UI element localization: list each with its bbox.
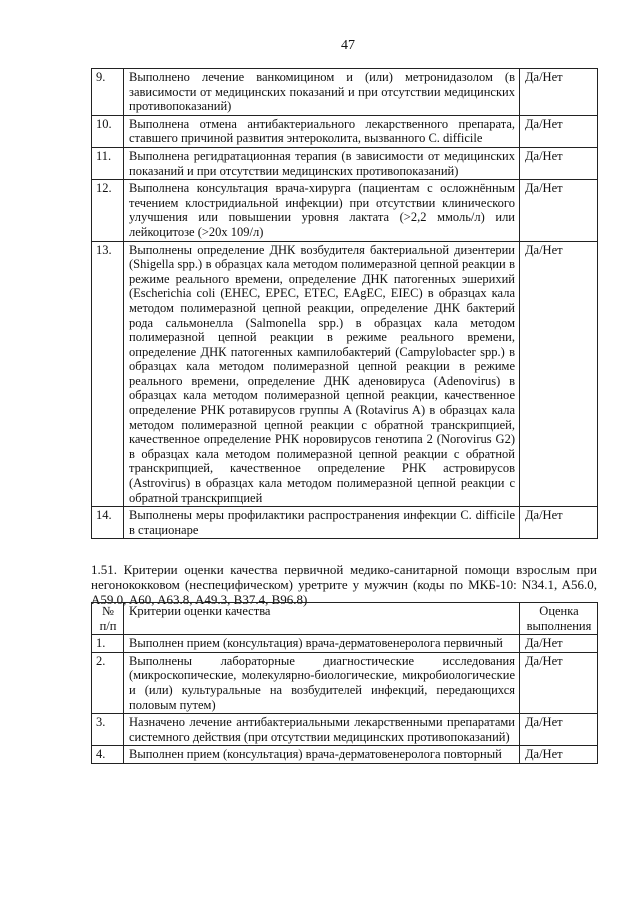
answer-text: Да/Нет: [520, 746, 598, 764]
row-number: 4.: [92, 746, 124, 764]
criterion-text: Выполнена консультация врача-хирурга (пациентам с осложнённым течением клостридиальной инфекции) при отсутствии клинического улучшения или повышении уровня лактата (>2,2 ммоль/л) или лейкоцитозе (>20х 109/л): [124, 180, 520, 241]
criterion-text: Назначено лечение антибактериальными лекарственными препаратами системного действия (при отсутствии медицинских противопоказаний): [124, 714, 520, 746]
criterion-text: Выполнен прием (консультация) врача-дерматовенеролога повторный: [124, 746, 520, 764]
column-header-answer: Оценка выполнения: [520, 603, 598, 635]
answer-text: Да/Нет: [520, 714, 598, 746]
table-row: [92, 714, 598, 746]
row-number: 12.: [92, 180, 124, 241]
row-number: 9.: [92, 69, 124, 116]
row-number: 2.: [92, 652, 124, 713]
criteria-table-continued: [91, 68, 598, 539]
section-heading: 1.51. Критерии оценки качества первичной медико-санитарной помощи взрослым при негонококковом (неспецифическом) уретрите у мужчин (коды по МКБ-10: N34.1, A56.0, A59.0, A60, A63.8, A49.3, B37.4, B96.8): [91, 562, 597, 607]
table-row: [92, 241, 598, 507]
row-number: 14.: [92, 507, 124, 539]
row-number: 3.: [92, 714, 124, 746]
table-row: [92, 746, 598, 764]
criterion-text: Выполнен прием (консультация) врача-дерматовенеролога первичный: [124, 635, 520, 653]
column-header-number: № п/п: [92, 603, 124, 635]
criterion-text: Выполнена регидратационная терапия (в зависимости от медицинских показаний и при отсутствии медицинских противопоказаний): [124, 147, 520, 179]
answer-text: Да/Нет: [520, 69, 598, 116]
table-row: [92, 507, 598, 539]
answer-text: Да/Нет: [520, 652, 598, 713]
answer-text: Да/Нет: [520, 147, 598, 179]
answer-text: Да/Нет: [520, 241, 598, 507]
criterion-text: Выполнены определение ДНК возбудителя бактериальной дизентерии (Shigella spp.) в образцах кала методом полимеразной цепной реакции в режиме реального времени, определение ДНК патогенных эшерихий (Escherichia coli (EHEC, EPEC, ETEC, EAgEC, EIEC) в образцах кала методом полимеразной цепной реакции, определение ДНК бактерий рода сальмонелла (Salmonella spp.) в образцах кала методом полимеразной цепной реакции в режиме реального времени, определение ДНК патогенных кампилобактерий (Campylobacter spp.) в образцах кала методом полимеразной цепной реакции в режиме реального времени, определение ДНК аденовируса (Adenovirus) в образцах кала методом полимеразной цепной реакции, качественное определение РНК ротавирусов группы A (Rotavirus A) в образцах кала методом полимеразной цепной реакции с обратной транскрипцией, качественное определение РНК норовирусов генотипа 2 (Norovirus G2) в образцах кала методом полимеразной цепной реакции с обратной транскрипцией, качественное определение РНК астровирусов (Astrovirus) в образцах кала методом полимеразной цепной реакции с обратной транскрипцией: [124, 241, 520, 507]
row-number: 11.: [92, 147, 124, 179]
criterion-text: Выполнены лабораторные диагностические исследования (микроскопические, молекулярно-биологические, микробиологические и (или) культуральные на возбудителей инфекций, передающихся половым путем): [124, 652, 520, 713]
answer-text: Да/Нет: [520, 507, 598, 539]
answer-text: Да/Нет: [520, 115, 598, 147]
page-number: 47: [341, 38, 355, 53]
table-row: [92, 180, 598, 241]
answer-text: Да/Нет: [520, 635, 598, 653]
table-row: [92, 115, 598, 147]
table-row: [92, 69, 598, 116]
answer-text: Да/Нет: [520, 180, 598, 241]
row-number: 10.: [92, 115, 124, 147]
row-number: 13.: [92, 241, 124, 507]
criteria-table: [91, 602, 598, 764]
criterion-text: Выполнены меры профилактики распространения инфекции C. difficile в стационаре: [124, 507, 520, 539]
criterion-text: Выполнена отмена антибактериального лекарственного препарата, ставшего причиной развития энтероколита, вызванного C. difficile: [124, 115, 520, 147]
column-header-criterion: Критерии оценки качества: [124, 603, 520, 635]
table-row: [92, 635, 598, 653]
row-number: 1.: [92, 635, 124, 653]
table-header-row: [92, 603, 598, 635]
criterion-text: Выполнено лечение ванкомицином и (или) метронидазолом (в зависимости от медицинских показаний и при отсутствии медицинских противопоказаний): [124, 69, 520, 116]
table-row: [92, 147, 598, 179]
table-row: [92, 652, 598, 713]
